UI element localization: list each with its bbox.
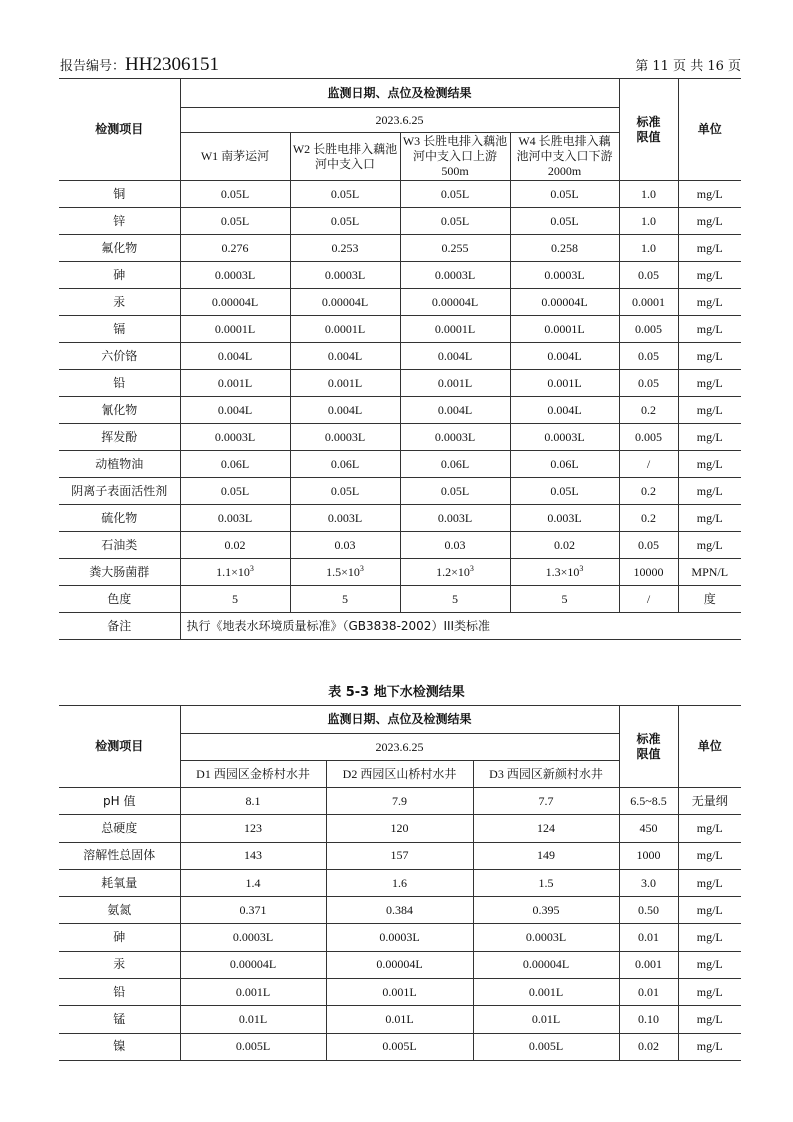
standard-cell: 0.05 xyxy=(619,532,678,559)
value-cell: 149 xyxy=(473,842,619,869)
value-cell: 0.0003L xyxy=(180,262,290,289)
item-cell: 阴离子表面活性剂 xyxy=(59,478,180,505)
value-cell: 0.276 xyxy=(180,235,290,262)
value-cell: 0.371 xyxy=(180,897,326,924)
value-cell: 0.00004L xyxy=(180,951,326,978)
value-cell: 0.00004L xyxy=(510,289,619,316)
table-row xyxy=(59,478,741,505)
unit-cell: mg/L xyxy=(678,316,741,343)
standard-cell: 1.0 xyxy=(619,208,678,235)
standard-cell: 0.0001 xyxy=(619,289,678,316)
remark-text: 执行《地表水环境质量标准》（GB3838-2002）III类标准 xyxy=(180,613,741,640)
table-row xyxy=(59,424,741,451)
table-row xyxy=(59,815,741,842)
standard-cell: 0.005 xyxy=(619,316,678,343)
item-cell: 砷 xyxy=(59,924,180,951)
table-row xyxy=(59,289,741,316)
value-cell: 0.001L xyxy=(326,979,473,1006)
value-cell xyxy=(290,559,400,586)
table-row xyxy=(59,951,741,978)
item-cell: 汞 xyxy=(59,289,180,316)
site-w3: W3 长胜电排入藕池河中支入口上游 500m xyxy=(400,133,510,181)
value-cell: 0.004L xyxy=(290,397,400,424)
value-exponent: 3 xyxy=(359,563,364,573)
value-cell: 0.0001L xyxy=(510,316,619,343)
value-cell: 0.001L xyxy=(510,370,619,397)
table-row xyxy=(59,262,741,289)
site-w4: W4 长胜电排入藕池河中支入口下游 2000m xyxy=(510,133,619,181)
value-base: 1.3×10 xyxy=(545,564,580,579)
item-cell: 锌 xyxy=(59,208,180,235)
value-cell: 0.253 xyxy=(290,235,400,262)
value-cell: 0.06L xyxy=(400,451,510,478)
value-cell: 0.00004L xyxy=(400,289,510,316)
value-cell: 0.02 xyxy=(180,532,290,559)
value-cell: 7.7 xyxy=(473,788,619,815)
value-cell: 1.4 xyxy=(180,869,326,896)
item-cell: 砷 xyxy=(59,262,180,289)
table-row xyxy=(59,924,741,951)
standard-cell: 0.2 xyxy=(619,397,678,424)
unit-cell: MPN/L xyxy=(678,559,741,586)
value-exponent: 3 xyxy=(249,563,254,573)
value-cell: 0.004L xyxy=(180,397,290,424)
item-cell: pH 值 xyxy=(59,788,180,815)
value-cell: 0.0003L xyxy=(326,924,473,951)
standard-cell: 0.05 xyxy=(619,262,678,289)
value-cell: 0.05L xyxy=(400,478,510,505)
standard-cell: 450 xyxy=(619,815,678,842)
item-cell: 镍 xyxy=(59,1033,180,1060)
col-header-unit: 单位 xyxy=(678,706,741,788)
item-cell: 粪大肠菌群 xyxy=(59,559,180,586)
standard-cell: 0.02 xyxy=(619,1033,678,1060)
standard-cell: 1.0 xyxy=(619,181,678,208)
value-cell: 123 xyxy=(180,815,326,842)
value-cell: 0.00004L xyxy=(473,951,619,978)
table-row xyxy=(59,370,741,397)
value-cell: 0.004L xyxy=(510,397,619,424)
site-w2: W2 长胜电排入藕池河中支入口 xyxy=(290,133,400,181)
standard-cell: 0.005 xyxy=(619,424,678,451)
item-cell: 动植物油 xyxy=(59,451,180,478)
unit-cell: mg/L xyxy=(678,979,741,1006)
value-cell: 0.255 xyxy=(400,235,510,262)
unit-cell: mg/L xyxy=(678,235,741,262)
value-cell: 0.05L xyxy=(180,478,290,505)
value-base: 1.2×10 xyxy=(436,564,470,579)
unit-cell: 度 xyxy=(678,586,741,613)
date-cell: 2023.6.25 xyxy=(180,108,619,133)
unit-cell: mg/L xyxy=(678,951,741,978)
value-cell: 0.00004L xyxy=(290,289,400,316)
value-cell: 0.01L xyxy=(326,1006,473,1033)
standard-cell: 0.2 xyxy=(619,505,678,532)
table-row xyxy=(59,842,741,869)
value-cell: 0.004L xyxy=(510,343,619,370)
item-cell: 铜 xyxy=(59,181,180,208)
unit-cell: mg/L xyxy=(678,815,741,842)
value-cell: 0.0003L xyxy=(290,262,400,289)
standard-cell: 0.10 xyxy=(619,1006,678,1033)
standard-cell: 0.01 xyxy=(619,979,678,1006)
value-cell: 0.0001L xyxy=(400,316,510,343)
item-cell: 溶解性总固体 xyxy=(59,842,180,869)
value-cell: 0.0003L xyxy=(510,424,619,451)
table-row xyxy=(59,586,741,613)
value-exponent: 3 xyxy=(579,563,584,573)
value-cell: 0.01L xyxy=(180,1006,326,1033)
table-row xyxy=(59,788,741,815)
table-row xyxy=(59,559,741,586)
item-cell: 汞 xyxy=(59,951,180,978)
standard-cell: 3.0 xyxy=(619,869,678,896)
col-header-standard: 标准 限值 xyxy=(619,79,678,181)
groundwater-table xyxy=(59,705,741,1061)
value-cell: 0.0003L xyxy=(510,262,619,289)
item-cell: 氟化物 xyxy=(59,235,180,262)
page-header xyxy=(60,54,741,79)
value-cell: 5 xyxy=(510,586,619,613)
site-d2: D2 西园区山桥村水井 xyxy=(326,761,473,788)
standard-cell: 0.01 xyxy=(619,924,678,951)
value-cell: 0.003L xyxy=(180,505,290,532)
unit-cell: mg/L xyxy=(678,1033,741,1060)
standard-cell: 1.0 xyxy=(619,235,678,262)
unit-cell: mg/L xyxy=(678,505,741,532)
value-cell: 0.05L xyxy=(180,208,290,235)
value-cell: 8.1 xyxy=(180,788,326,815)
unit-cell: 无量纲 xyxy=(678,788,741,815)
value-cell: 0.03 xyxy=(400,532,510,559)
value-cell: 0.001L xyxy=(290,370,400,397)
value-cell: 0.004L xyxy=(400,343,510,370)
table-row xyxy=(59,1006,741,1033)
value-cell: 0.05L xyxy=(290,478,400,505)
table2-title: 表 5-3 地下水检测结果 xyxy=(328,685,465,700)
value-cell: 120 xyxy=(326,815,473,842)
value-cell: 5 xyxy=(290,586,400,613)
value-cell: 0.02 xyxy=(510,532,619,559)
date-cell: 2023.6.25 xyxy=(180,734,619,761)
value-cell: 0.384 xyxy=(326,897,473,924)
table-row xyxy=(59,235,741,262)
site-d1: D1 西园区金桥村水井 xyxy=(180,761,326,788)
standard-cell: 0.001 xyxy=(619,951,678,978)
item-cell: 镉 xyxy=(59,316,180,343)
table-row xyxy=(59,532,741,559)
unit-cell: mg/L xyxy=(678,842,741,869)
value-cell: 0.06L xyxy=(510,451,619,478)
col-header-group: 监测日期、点位及检测结果 xyxy=(180,79,619,108)
item-cell: 氨氮 xyxy=(59,897,180,924)
unit-cell: mg/L xyxy=(678,532,741,559)
value-cell xyxy=(180,559,290,586)
col-header-item: 检测项目 xyxy=(59,706,180,788)
value-cell: 0.0001L xyxy=(180,316,290,343)
unit-cell: mg/L xyxy=(678,397,741,424)
surface-water-table xyxy=(59,78,741,640)
table-row xyxy=(59,505,741,532)
standard-cell: / xyxy=(619,586,678,613)
value-cell: 0.05L xyxy=(180,181,290,208)
value-cell: 0.00004L xyxy=(326,951,473,978)
value-cell: 0.003L xyxy=(400,505,510,532)
value-cell: 0.05L xyxy=(510,478,619,505)
site-w1: W1 南茅运河 xyxy=(180,133,290,181)
value-cell: 0.395 xyxy=(473,897,619,924)
item-cell: 六价铬 xyxy=(59,343,180,370)
value-base: 1.5×10 xyxy=(326,564,360,579)
value-cell: 0.00004L xyxy=(180,289,290,316)
standard-cell: 6.5~8.5 xyxy=(619,788,678,815)
value-cell: 0.03 xyxy=(290,532,400,559)
item-cell: 锰 xyxy=(59,1006,180,1033)
table-row xyxy=(59,979,741,1006)
value-cell: 0.06L xyxy=(290,451,400,478)
value-cell: 5 xyxy=(180,586,290,613)
value-cell xyxy=(510,559,619,586)
unit-cell: mg/L xyxy=(678,370,741,397)
report-number xyxy=(60,54,219,76)
value-cell: 1.6 xyxy=(326,869,473,896)
unit-cell: mg/L xyxy=(678,181,741,208)
unit-cell: mg/L xyxy=(678,343,741,370)
value-cell: 0.01L xyxy=(473,1006,619,1033)
value-cell: 157 xyxy=(326,842,473,869)
site-d3: D3 西园区新颜村水井 xyxy=(473,761,619,788)
item-cell: 耗氧量 xyxy=(59,869,180,896)
standard-cell: 10000 xyxy=(619,559,678,586)
value-cell: 0.005L xyxy=(473,1033,619,1060)
value-cell: 0.005L xyxy=(326,1033,473,1060)
item-cell: 铅 xyxy=(59,979,180,1006)
value-cell: 0.05L xyxy=(510,208,619,235)
unit-cell: mg/L xyxy=(678,262,741,289)
value-cell: 1.5 xyxy=(473,869,619,896)
value-cell: 0.003L xyxy=(290,505,400,532)
value-cell: 0.004L xyxy=(180,343,290,370)
remark-label: 备注 xyxy=(59,613,180,640)
table-row xyxy=(59,397,741,424)
col-header-standard: 标准 限值 xyxy=(619,706,678,788)
table-row xyxy=(59,1033,741,1060)
standard-cell: 0.50 xyxy=(619,897,678,924)
col-header-item: 检测项目 xyxy=(59,79,180,181)
value-cell: 0.004L xyxy=(400,397,510,424)
value-cell: 0.001L xyxy=(180,370,290,397)
standard-cell: 0.05 xyxy=(619,343,678,370)
value-cell: 0.05L xyxy=(510,181,619,208)
value-cell: 0.0001L xyxy=(290,316,400,343)
item-cell: 色度 xyxy=(59,586,180,613)
value-cell xyxy=(400,559,510,586)
unit-cell: mg/L xyxy=(678,924,741,951)
unit-cell: mg/L xyxy=(678,1006,741,1033)
item-cell: 挥发酚 xyxy=(59,424,180,451)
value-cell: 0.05L xyxy=(400,208,510,235)
value-cell: 0.004L xyxy=(290,343,400,370)
value-cell: 0.005L xyxy=(180,1033,326,1060)
value-cell: 0.001L xyxy=(473,979,619,1006)
value-base: 1.1×10 xyxy=(216,564,250,579)
unit-cell: mg/L xyxy=(678,424,741,451)
unit-cell: mg/L xyxy=(678,451,741,478)
value-cell: 0.0003L xyxy=(400,424,510,451)
page-info: 第 11 页 共 16 页 xyxy=(635,59,741,74)
table-row xyxy=(59,897,741,924)
value-cell: 0.0003L xyxy=(180,424,290,451)
value-cell: 0.05L xyxy=(290,181,400,208)
item-cell: 总硬度 xyxy=(59,815,180,842)
table-row xyxy=(59,451,741,478)
remark-row xyxy=(59,613,741,640)
value-cell: 0.001L xyxy=(180,979,326,1006)
value-cell: 5 xyxy=(400,586,510,613)
table-row xyxy=(59,316,741,343)
standard-cell: 0.05 xyxy=(619,370,678,397)
item-cell: 氰化物 xyxy=(59,397,180,424)
unit-cell: mg/L xyxy=(678,478,741,505)
report-number-code: HH2306151 xyxy=(125,54,219,75)
table-row xyxy=(59,869,741,896)
value-cell: 0.0003L xyxy=(473,924,619,951)
value-cell: 0.0003L xyxy=(400,262,510,289)
table-row xyxy=(59,208,741,235)
item-cell: 硫化物 xyxy=(59,505,180,532)
value-cell: 7.9 xyxy=(326,788,473,815)
value-cell: 0.258 xyxy=(510,235,619,262)
value-cell: 0.003L xyxy=(510,505,619,532)
table-row xyxy=(59,343,741,370)
unit-cell: mg/L xyxy=(678,208,741,235)
table-row xyxy=(59,181,741,208)
value-exponent: 3 xyxy=(469,563,474,573)
standard-cell: 1000 xyxy=(619,842,678,869)
unit-cell: mg/L xyxy=(678,897,741,924)
value-cell: 143 xyxy=(180,842,326,869)
unit-cell: mg/L xyxy=(678,869,741,896)
standard-cell: 0.2 xyxy=(619,478,678,505)
item-cell: 石油类 xyxy=(59,532,180,559)
col-header-group: 监测日期、点位及检测结果 xyxy=(180,706,619,734)
value-cell: 124 xyxy=(473,815,619,842)
report-number-label: 报告编号： xyxy=(60,59,126,74)
item-cell: 铅 xyxy=(59,370,180,397)
standard-cell: / xyxy=(619,451,678,478)
value-cell: 0.0003L xyxy=(180,924,326,951)
value-cell: 0.001L xyxy=(400,370,510,397)
value-cell: 0.05L xyxy=(290,208,400,235)
col-header-unit: 单位 xyxy=(678,79,741,181)
value-cell: 0.06L xyxy=(180,451,290,478)
value-cell: 0.05L xyxy=(400,181,510,208)
unit-cell: mg/L xyxy=(678,289,741,316)
value-cell: 0.0003L xyxy=(290,424,400,451)
